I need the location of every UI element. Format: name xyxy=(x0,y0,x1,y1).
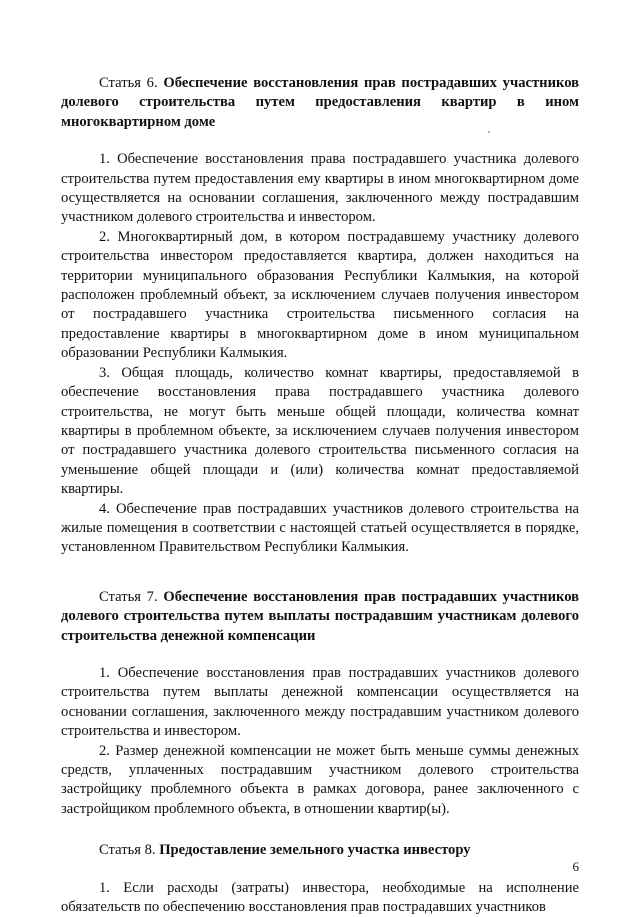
article-8-paragraph: 1. Если расходы (затраты) инвестора, необходимые на исполнение обязательств по обеспечению восстановления прав пострадавших участников xyxy=(61,879,579,916)
article-6-paragraph: 2. Многоквартирный дом, в котором пострадавшему участнику долевого строительства инвестором предоставляется квартира, должен находиться на территории муниципального образования Республики Калмыкия, на которой расположен проблемный объект, за исключением случаев получения инвестором от пострадавшего участника строительства письменного согласия на предоставление квартиры в многоквартирном доме в ином муниципальном образовании Республики Калмыкия. xyxy=(61,228,579,362)
article-6-paragraph: 3. Общая площадь, количество комнат квартиры, предоставляемой в обеспечение восстановления права пострадавшего участника долевого строительства, не могут быть меньше общей площади, количества комнат квартиры в проблемном объекте, за исключением случаев получения инвестором от пострадавшего участника долевого строительства письменного согласия на уменьшение общей площади и (или) количества комнат предоставляемой квартиры. xyxy=(61,364,579,498)
article-6-heading xyxy=(61,74,579,132)
article-8-title: Предоставление земельного участка инвестору xyxy=(159,842,471,859)
page-number: 6 xyxy=(572,859,579,874)
article-7-paragraph: 1. Обеспечение восстановления прав пострадавших участников долевого строительства путем выплаты денежной компенсации осуществляется на основании соглашения, заключенного между пострадавшим участником долевого строительства и инвестором. xyxy=(61,664,579,740)
article-7-heading xyxy=(61,588,579,646)
article-6-label: Статья 6. xyxy=(99,75,158,91)
document-body xyxy=(61,74,579,917)
article-6-paragraph: 1. Обеспечение восстановления права пострадавшего участника долевого строительства путем предоставления ему квартиры в ином многоквартирном доме осуществляется на основании соглашения, заключенного между пострадавшим участником долевого строительства и инвестором. xyxy=(61,151,579,226)
article-8-label: Статья 8. xyxy=(99,842,156,859)
article-7-title: Обеспечение восстановления прав пострадавших участников долевого строительства путем выплаты пострадавшим участникам долевого строительства денежной компенсации xyxy=(61,588,580,644)
article-8-heading xyxy=(61,841,579,860)
article-7-label: Статья 7. xyxy=(99,588,158,605)
article-6-title: Обеспечение восстановления прав пострадавших участников долевого строительства путем предоставления квартир в ином многоквартирном доме xyxy=(61,75,580,130)
article-7-paragraph: 2. Размер денежной компенсации не может быть меньше суммы денежных средств, уплаченных пострадавшим участником долевого строительства застройщику проблемного объекта в рамках договора, ранее заключенного с застройщиком проблемного объекта, в отношении квартир(ы). xyxy=(61,742,579,817)
article-6-paragraph: 4. Обеспечение прав пострадавших участников долевого строительства на жилые помещения в соответствии с настоящей статьей осуществляется в порядке, установленном Правительством Республики Калмыкия. xyxy=(61,500,579,556)
